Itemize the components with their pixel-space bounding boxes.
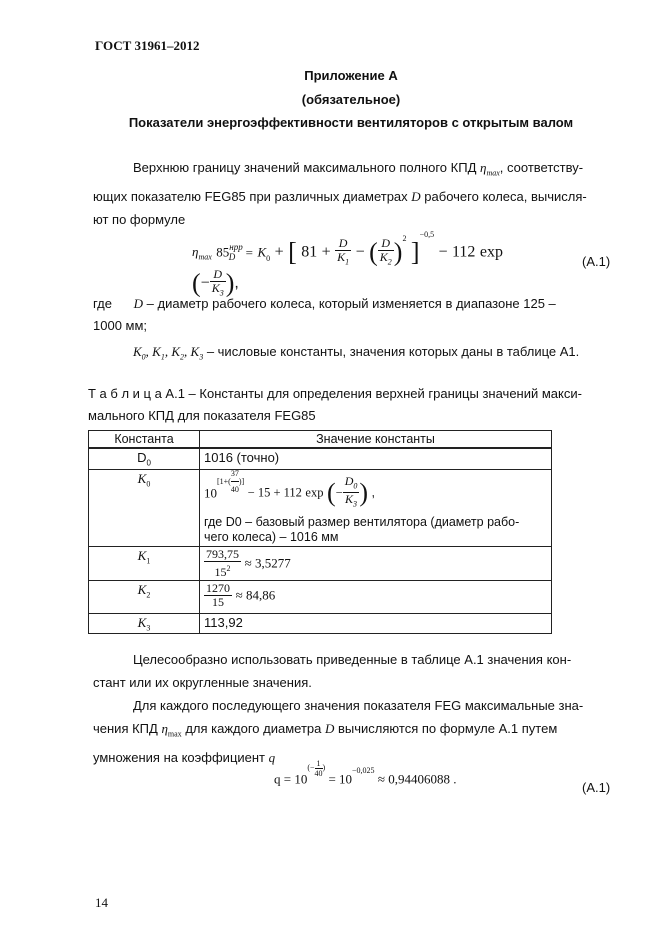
col-header-value: Значение константы	[200, 431, 552, 449]
formula-q-number: (А.1)	[582, 780, 611, 795]
intro-line1-a: Верхнюю границу значений максимального полного КПД	[133, 160, 477, 175]
table-header-row	[89, 431, 552, 449]
intro-paragraph: Верхнюю границу значений максимального полного КПД $\eta_{max}$, соответству- ющих показателю FEG85 при различных диаметрах D рабочего колеса, вычисля- ют по формуле	[93, 156, 613, 231]
appendix-subtitle: Показатели энергоэффективности вентиляторов с открытым валом	[128, 115, 574, 130]
closing-paragraph-2: Для каждого последующего значения показателя FEG максимальные зна- чения КПД $\eta_{max}$ для каждого диаметра D вычисляются по формуле А.1 путем умножения на коэффициент q	[93, 698, 584, 765]
table-row: $K_3$ 113,92	[89, 613, 552, 634]
intro-line3: ют по формуле	[93, 211, 186, 227]
where-paragraph: где D – диаметр рабочего колеса, который изменяется в диапазоне 125 – 1000 мм; $K_0$, $K_1$, $K_2$, $K_3$ – числовые константы, значения которых даны в таблице А1.	[93, 296, 580, 362]
document-header: ГОСТ 31961–2012	[95, 38, 200, 53]
intro-line2-b: рабочего колеса, вычисля-	[424, 188, 587, 204]
table-row: $K_1$ $\frac{793,75}{15^2}$ ≈ 3,5277	[89, 546, 552, 580]
formula-a1: $\eta_{max}$ $85^{нрр}_D = K_0$ + [ 81 + $\frac{D}{K_1}$ − ( $\frac{D}{K_2}$ )$^2$ ]$^{-0,5}$ − 112 exp (− $\frac{D}{K_3}$ ),	[192, 229, 503, 299]
intro-line1-b: , соответству-	[499, 160, 584, 175]
col-header-constant: Константа	[89, 431, 200, 449]
table-row: $D_0$ 1016 (точно)	[89, 448, 552, 469]
table-row: $K_2$ $\frac{1270}{15}$ ≈ 84,86	[89, 580, 552, 613]
formula-a1-number: (А.1)	[582, 254, 611, 269]
constants-table	[88, 430, 552, 634]
k0-note-line2: чего колеса) – 1016 мм	[204, 529, 339, 544]
table-row: $K_0$ 10[1+( 37 40 )] − 15 + 112 exp (− $\frac{D_0}{K_3}$ ) , где D0 – базовый размер вентилятора (диаметр рабо- чего колеса) – 1016 мм	[89, 469, 552, 546]
eta-symbol: $\eta_{max}$	[480, 160, 500, 178]
page-number: 14	[95, 895, 108, 910]
intro-line2-a: ющих показателю FEG85 при различных диаметрах	[93, 188, 408, 204]
appendix-status: (обязательное)	[301, 92, 401, 107]
formula-q: $q = 10^{(- \frac{1}{40} )} = 10^{-0,025} \approx 0,94406088$ .	[274, 758, 457, 787]
appendix-title: Приложение А	[304, 68, 398, 83]
table-caption: Т а б л и ц а А.1 – Константы для определения верхней границы значений макси- мального КПД для показателя FEG85	[88, 386, 582, 423]
closing-paragraph-1: Целесообразно использовать приведенные в таблице А.1 значения кон- стант или их округленные значения.	[93, 652, 572, 690]
k0-note-line1: где D0 – базовый размер вентилятора (диаметр рабо-	[204, 514, 520, 529]
